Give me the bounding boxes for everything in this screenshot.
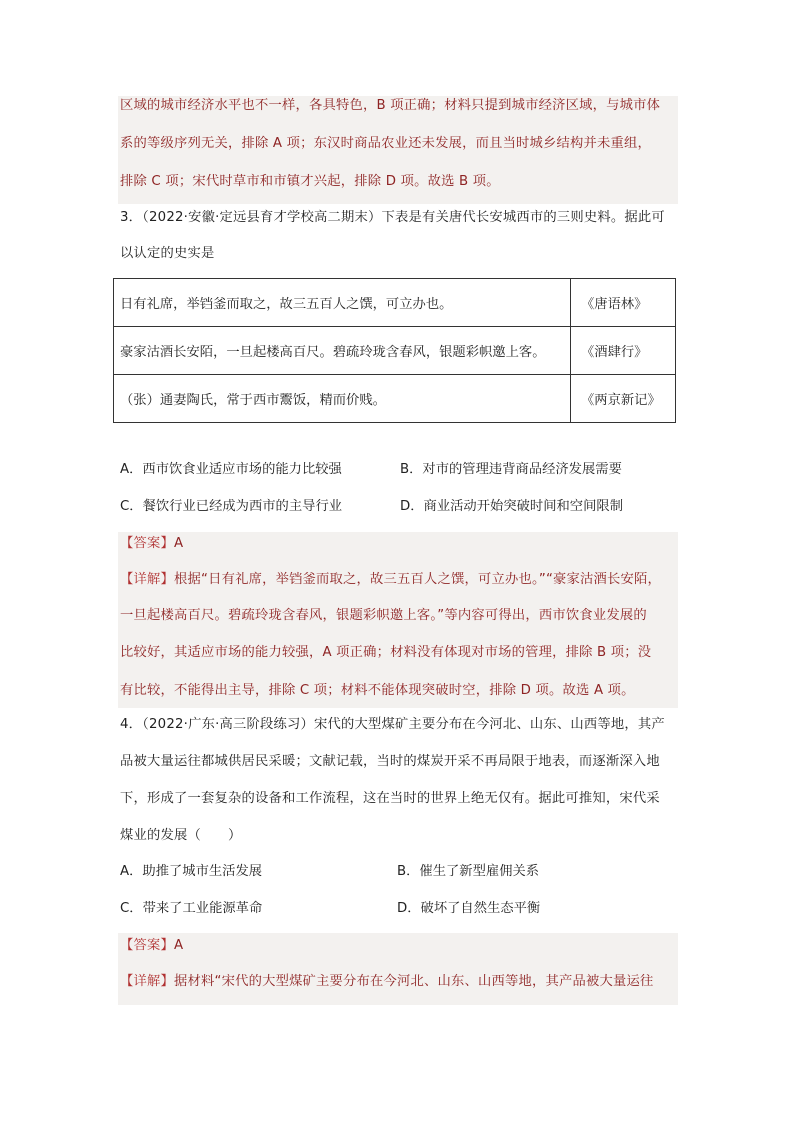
- q3-stem-line: 3．（2022·安徽·定远县育才学校高二期末）下表是有关唐代长安城西市的三则史料。据此可: [120, 210, 665, 225]
- q3-detail-line: 有比较，不能得出主导，排除 C 项；材料不能体现突破时空，排除 D 项。故选 A 项。: [120, 683, 635, 698]
- q4-option-c: C．带来了工业能源革命: [120, 901, 263, 916]
- detail-tag: 【详解】: [120, 974, 174, 989]
- detail-tag: 【详解】: [120, 572, 174, 587]
- answer-tag: 【答案】: [120, 536, 174, 551]
- q3-option-d: D．商业活动开始突破时间和空间限制: [400, 499, 623, 514]
- q3-detail-line: [120, 570, 680, 590]
- q3-option-a: A．西市饮食业适应市场的能力比较强: [120, 462, 342, 477]
- answer-value: A: [174, 938, 184, 953]
- q4-stem-line: 品被大量运往都城供居民采暖；文献记载，当时的煤炭开采不再局限于地表，而逐渐深入地: [120, 754, 660, 769]
- q3-detail-line: 一旦起楼高百尺。碧疏玲珑含春风，银题彩帜邀上客。”等内容可得出，西市饮食业发展的: [120, 608, 647, 623]
- table-cell-source: 《两京新记》: [571, 375, 676, 423]
- q3-option-c: C．餐饮行业已经成为西市的主导行业: [120, 499, 343, 514]
- table-cell-text: 豪家沽酒长安陌，一旦起楼高百尺。碧疏玲珑含春风，银题彩帜邀上客。: [114, 327, 571, 375]
- table-cell-source: 《唐语林》: [571, 279, 676, 327]
- prev-explanation-line: 区域的城市经济水平也不一样，各具特色，B 项正确；材料只提到城市经济区域，与城市体: [120, 98, 661, 113]
- table-cell-source: 《酒肆行》: [571, 327, 676, 375]
- q3-option-b: B．对市的管理违背商品经济发展需要: [400, 462, 622, 477]
- q4-option-d: D．破坏了自然生态平衡: [397, 901, 541, 916]
- q4-answer: [120, 936, 680, 956]
- q3-stem-line: 以认定的史实是: [120, 246, 215, 261]
- answer-tag: 【答案】: [120, 938, 174, 953]
- table-row: [114, 279, 676, 327]
- table-row: [114, 375, 676, 423]
- q3-answer: [120, 534, 680, 554]
- table-cell-text: 日有礼席，举铛釜而取之，故三五百人之馔，可立办也。: [114, 279, 571, 327]
- q3-detail-line: 比较好，其适应市场的能力较强，A 项正确；材料没有体现对市场的管理，排除 B 项；没: [120, 645, 652, 660]
- table-row: [114, 327, 676, 375]
- q4-option-b: B．催生了新型雇佣关系: [397, 864, 540, 879]
- q3-source-table: [113, 278, 676, 423]
- detail-text: 根据“日有礼席，举铛釜而取之，故三五百人之馔，可立办也。”“豪家沽酒长安陌，: [174, 572, 662, 587]
- answer-value: A: [174, 536, 184, 551]
- table-cell-text: （张）通妻陶氏，常于西市鬻饭，精而价贱。: [114, 375, 571, 423]
- prev-explanation-line: 排除 C 项；宋代时草市和市镇才兴起，排除 D 项。故选 B 项。: [120, 174, 500, 189]
- q4-stem-line: 4．（2022·广东·高三阶段练习）宋代的大型煤矿主要分布在今河北、山东、山西等地，其产: [120, 717, 665, 732]
- detail-text: 据材料“宋代的大型煤矿主要分布在今河北、山东、山西等地，其产品被大量运往: [174, 974, 654, 989]
- q4-stem-line: 下，形成了一套复杂的设备和工作流程，这在当时的世界上绝无仅有。据此可推知，宋代采: [120, 791, 660, 806]
- q4-option-a: A．助推了城市生活发展: [120, 864, 263, 879]
- prev-explanation-line: 系的等级序列无关，排除 A 项；东汉时商品农业还未发展，而且当时城乡结构并未重组，: [120, 136, 652, 151]
- q4-detail-line: [120, 972, 680, 992]
- q4-stem-line: 煤业的发展（ ）: [120, 828, 242, 843]
